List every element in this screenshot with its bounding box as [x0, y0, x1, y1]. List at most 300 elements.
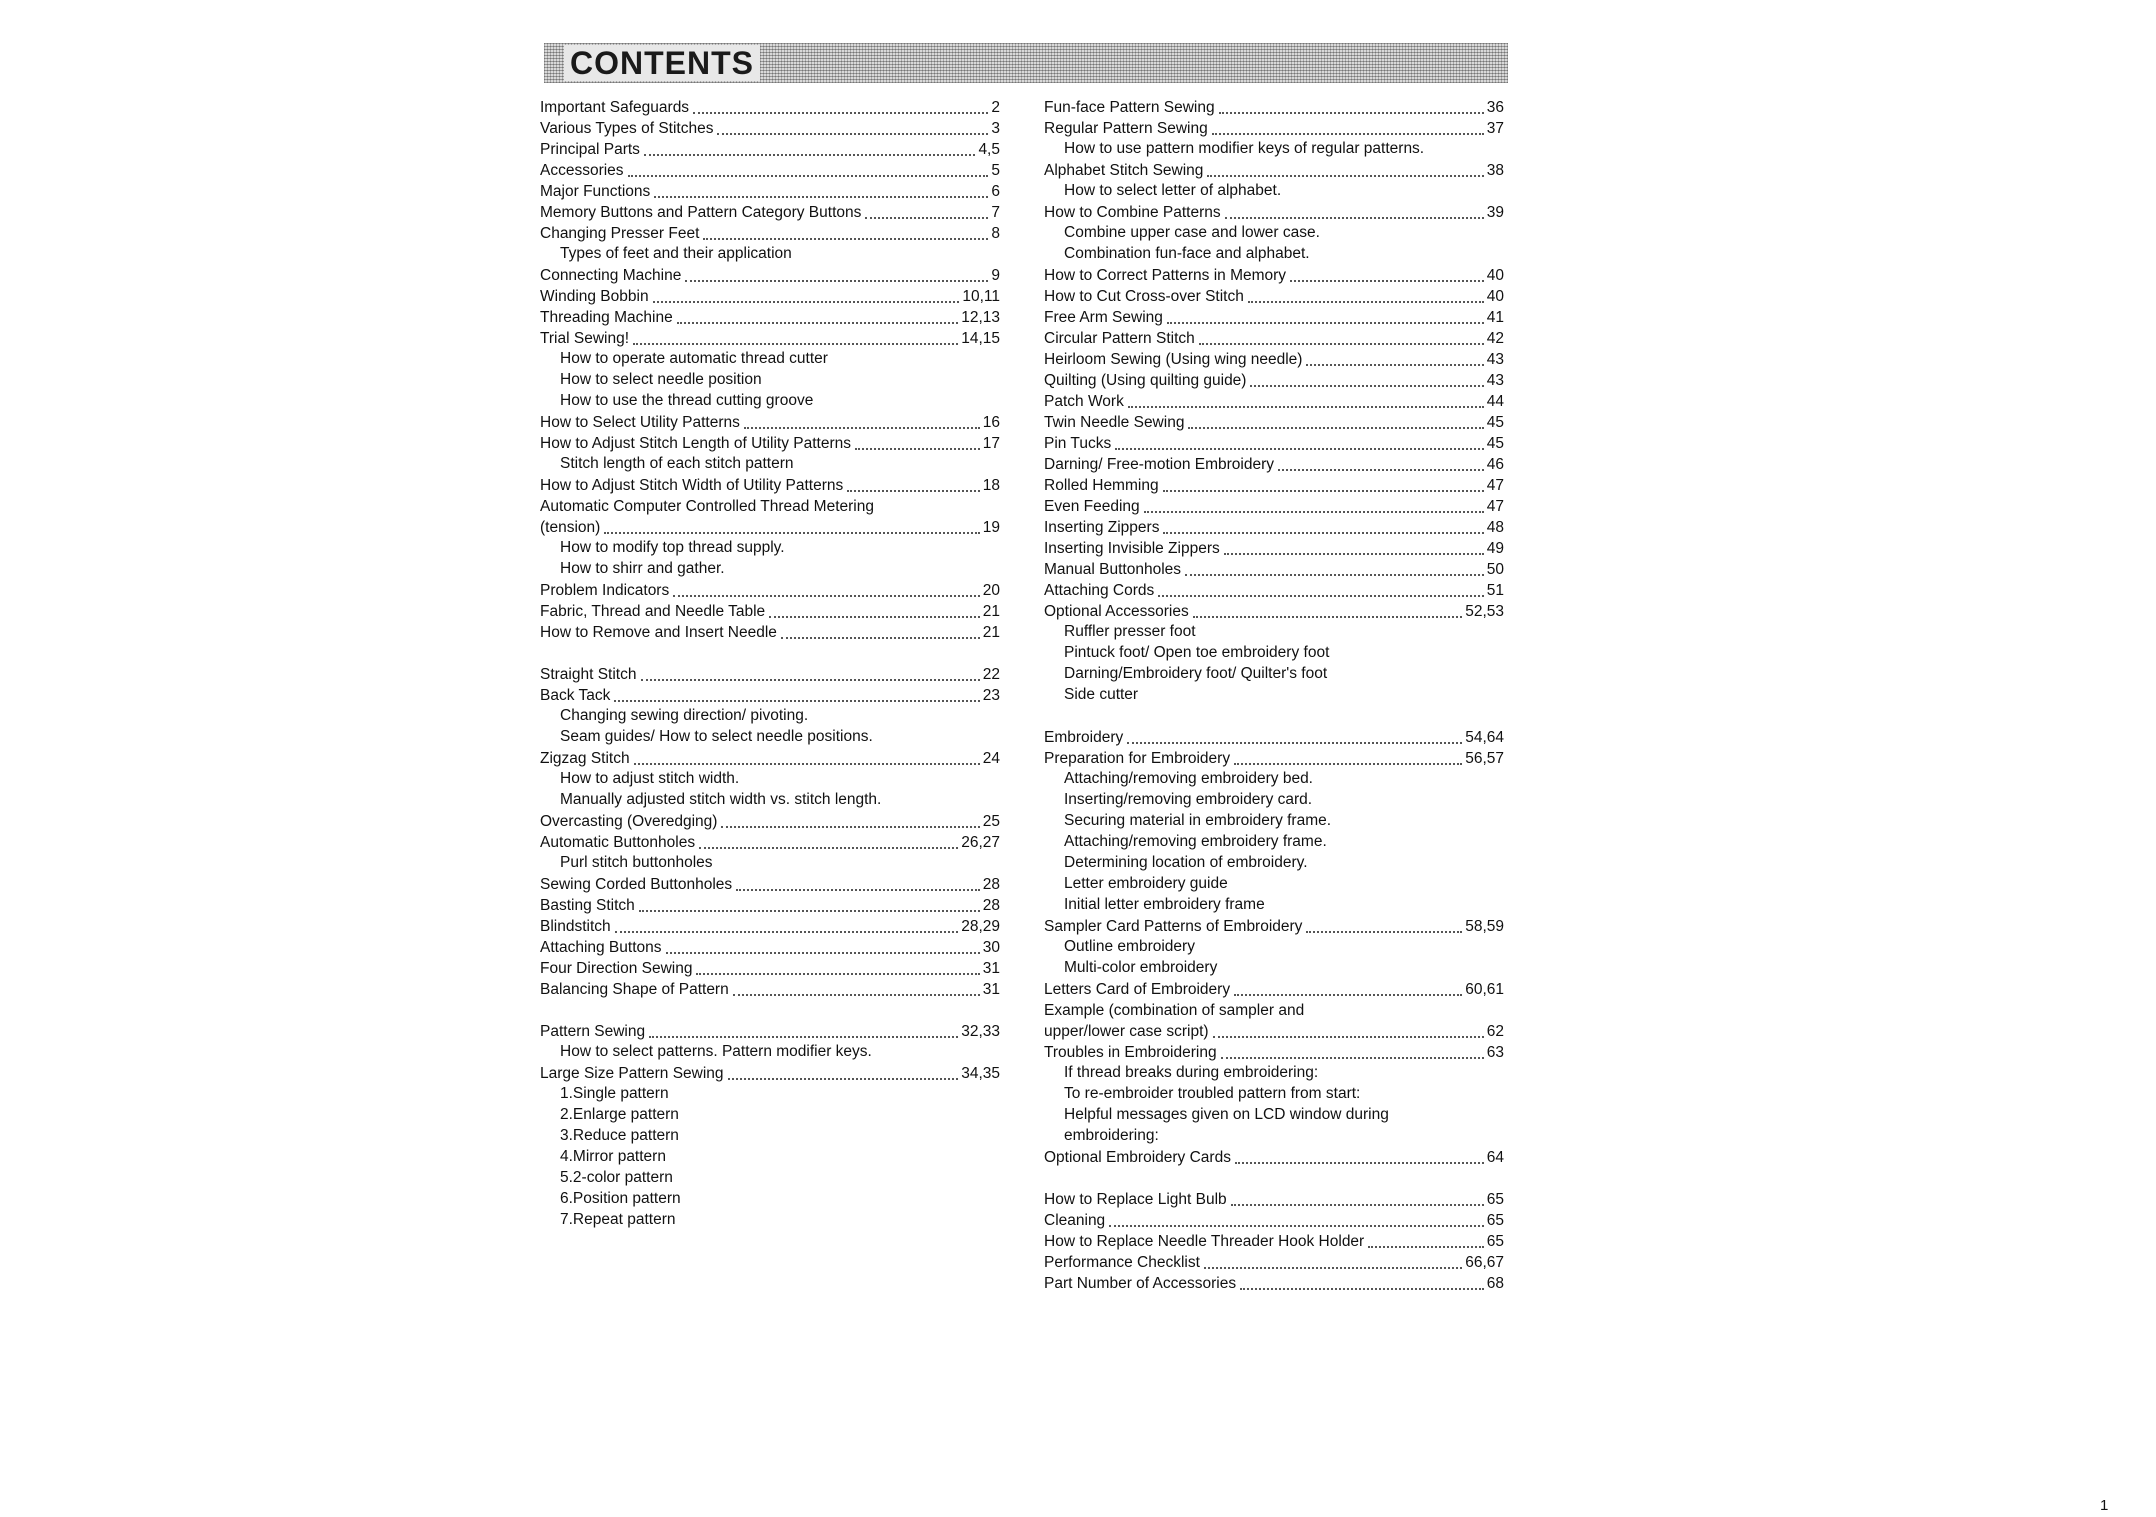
toc-entry-page: 47: [1486, 498, 1504, 515]
toc-entry[interactable]: [1044, 915, 1504, 936]
toc-subentry: [540, 705, 1000, 726]
toc-entry-page: 26,27: [961, 834, 1000, 851]
toc-subentry: [540, 768, 1000, 789]
toc-subentry: [540, 369, 1000, 390]
toc-subentry: [540, 453, 1000, 474]
dot-leader: [1207, 175, 1483, 177]
toc-subentry: [1044, 852, 1504, 873]
dot-leader: [1158, 595, 1483, 597]
toc-subentry: [540, 1104, 1000, 1125]
toc-entry-page: 12,13: [961, 309, 1000, 326]
toc-subentry-text: To re-embroider troubled pattern from start:: [1064, 1085, 1361, 1102]
toc-entry[interactable]: [1044, 348, 1504, 369]
toc-entry[interactable]: [1044, 264, 1504, 285]
toc-entry-label: Connecting Machine: [540, 267, 682, 284]
toc-subentry-text: Inserting/removing embroidery card.: [1064, 791, 1313, 808]
toc-entry-label: Attaching Cords: [1044, 582, 1155, 599]
toc-subentry: [1044, 1083, 1504, 1104]
toc-entry-page: 31: [982, 960, 1000, 977]
toc-subentry-text: Attaching/removing embroidery frame.: [1064, 833, 1327, 850]
toc-entry-page: 10,11: [962, 288, 1000, 305]
dot-leader: [1127, 742, 1462, 744]
dot-leader: [654, 196, 988, 198]
toc-subentry: [540, 726, 1000, 747]
dot-leader: [1199, 343, 1484, 345]
toc-entry-page: 3: [991, 120, 1000, 137]
toc-subentry-text: Combine upper case and lower case.: [1064, 224, 1320, 241]
toc-entry-page: 25: [982, 813, 1000, 830]
toc-subentry-text: 5.2-color pattern: [560, 1169, 673, 1186]
dot-leader: [1290, 280, 1484, 282]
toc-entry-label: Manual Buttonholes: [1044, 561, 1182, 578]
toc-entry[interactable]: [1044, 432, 1504, 453]
toc-subentry-text: Securing material in embroidery frame.: [1064, 812, 1332, 829]
toc-subentry-text: embroidering:: [1064, 1127, 1159, 1144]
contents-header-band: [544, 43, 1508, 83]
toc-entry-page: 20: [982, 582, 1000, 599]
toc-entry-page: 17: [982, 435, 1000, 452]
toc-entry-label: Example (combination of sampler and: [1044, 1002, 1305, 1019]
toc-entry[interactable]: [1044, 411, 1504, 432]
dot-leader: [696, 973, 979, 975]
toc-entry-page: 22: [982, 666, 1000, 683]
toc-entry[interactable]: [540, 264, 1000, 285]
toc-entry-page: 34,35: [961, 1065, 1000, 1082]
toc-entry[interactable]: [1044, 369, 1504, 390]
toc-subentry-text: Pintuck foot/ Open toe embroidery foot: [1064, 644, 1330, 661]
toc-entry-label: Automatic Buttonholes: [540, 834, 696, 851]
toc-entry[interactable]: [540, 978, 1000, 999]
toc-subentry: [1044, 180, 1504, 201]
dot-leader: [1221, 1057, 1484, 1059]
toc-entry-page: 32,33: [961, 1023, 1000, 1040]
toc-entry-page: 4,5: [978, 141, 1000, 158]
toc-subentry: [540, 243, 1000, 264]
toc-entry-label: Sampler Card Patterns of Embroidery: [1044, 918, 1303, 935]
toc-subentry: [1044, 810, 1504, 831]
toc-entry-page: 51: [1486, 582, 1504, 599]
page-title: CONTENTS: [564, 45, 760, 81]
toc-subentry-text: How to shirr and gather.: [560, 560, 725, 577]
toc-subentry: [540, 1083, 1000, 1104]
toc-subentry-text: How to adjust stitch width.: [560, 770, 740, 787]
dot-leader: [728, 1078, 959, 1080]
toc-entry-continued: [1044, 999, 1504, 1020]
toc-subentry-text: 2.Enlarge pattern: [560, 1106, 679, 1123]
toc-entry[interactable]: [540, 117, 1000, 138]
dot-leader: [1250, 385, 1483, 387]
toc-entry-label: How to Combine Patterns: [1044, 204, 1221, 221]
toc-entry[interactable]: [1044, 201, 1504, 222]
dot-leader: [1240, 1288, 1484, 1290]
dot-leader: [855, 448, 980, 450]
toc-subentry: [540, 348, 1000, 369]
toc-entry-label: Letters Card of Embroidery: [1044, 981, 1231, 998]
toc-subentry-text: 3.Reduce pattern: [560, 1127, 679, 1144]
toc-entry-label: Part Number of Accessories: [1044, 1275, 1237, 1292]
toc-entry-page: 18: [982, 477, 1000, 494]
toc-subentry-text: Letter embroidery guide: [1064, 875, 1228, 892]
dot-leader: [634, 763, 980, 765]
dot-leader: [604, 532, 979, 534]
toc-entry-page: 36: [1486, 99, 1504, 116]
toc-subentry-text: Determining location of embroidery.: [1064, 854, 1308, 871]
toc-entry[interactable]: [540, 474, 1000, 495]
toc-entry-page: 31: [982, 981, 1000, 998]
toc-entry-label: Balancing Shape of Pattern: [540, 981, 729, 998]
toc-entry-page: 43: [1486, 351, 1504, 368]
toc-entry-page: 19: [982, 519, 1000, 536]
toc-entry-label: Inserting Zippers: [1044, 519, 1160, 536]
dot-leader: [865, 217, 988, 219]
dot-leader: [781, 637, 980, 639]
dot-leader: [1219, 112, 1484, 114]
dot-leader: [1109, 1225, 1484, 1227]
toc-entry-label: Winding Bobbin: [540, 288, 649, 305]
toc-entry[interactable]: [1044, 558, 1504, 579]
dot-leader: [1224, 553, 1484, 555]
toc-entry-page: 23: [982, 687, 1000, 704]
toc-entry-label: Fabric, Thread and Needle Table: [540, 603, 766, 620]
toc-entry-label: upper/lower case script): [1044, 1023, 1209, 1040]
toc-entry-label: How to Correct Patterns in Memory: [1044, 267, 1287, 284]
toc-subentry: [1044, 831, 1504, 852]
toc-entry-page: 45: [1486, 435, 1504, 452]
toc-entry[interactable]: [540, 684, 1000, 705]
toc-entry-page: 64: [1486, 1149, 1504, 1166]
toc-entry[interactable]: [1044, 1251, 1504, 1272]
toc-entry[interactable]: [1044, 1020, 1504, 1041]
toc-entry-label: Even Feeding: [1044, 498, 1140, 515]
toc-subentry: [1044, 138, 1504, 159]
toc-entry[interactable]: [540, 915, 1000, 936]
toc-entry[interactable]: [540, 96, 1000, 117]
dot-leader: [653, 301, 960, 303]
toc-entry-label: How to Replace Light Bulb: [1044, 1191, 1227, 1208]
toc-entry[interactable]: [1044, 1041, 1504, 1062]
toc-entry[interactable]: [1044, 1188, 1504, 1209]
toc-subentry-text: Stitch length of each stitch pattern: [560, 455, 794, 472]
dot-leader: [1306, 931, 1462, 933]
toc-subentry-text: Outline embroidery: [1064, 938, 1195, 955]
toc-subentry: [1044, 1104, 1504, 1125]
toc-entry-label: How to Select Utility Patterns: [540, 414, 740, 431]
toc-subentry-text: How to modify top thread supply.: [560, 539, 785, 556]
toc-entry[interactable]: [540, 579, 1000, 600]
toc-entry-page: 50: [1486, 561, 1504, 578]
toc-entry-label: Automatic Computer Controlled Thread Metering: [540, 498, 874, 515]
toc-entry-page: 6: [991, 183, 1000, 200]
toc-entry-label: Rolled Hemming: [1044, 477, 1159, 494]
dot-leader: [847, 490, 980, 492]
toc-subentry: [1044, 684, 1504, 705]
toc-entry-page: 54,64: [1465, 729, 1504, 746]
toc-left-column: [540, 96, 1000, 1230]
dot-leader: [717, 133, 988, 135]
toc-entry[interactable]: [1044, 726, 1504, 747]
toc-entry-page: 65: [1486, 1191, 1504, 1208]
toc-entry-page: 21: [982, 603, 1000, 620]
toc-subentry-text: Multi-color embroidery: [1064, 959, 1218, 976]
dot-leader: [673, 595, 980, 597]
toc-subentry-text: 6.Position pattern: [560, 1190, 681, 1207]
dot-leader: [628, 175, 989, 177]
toc-entry-label: Zigzag Stitch: [540, 750, 630, 767]
toc-subentry: [540, 558, 1000, 579]
dot-leader: [1163, 532, 1483, 534]
dot-leader: [1306, 364, 1483, 366]
toc-entry[interactable]: [1044, 600, 1504, 621]
toc-subentry: [1044, 894, 1504, 915]
toc-entry-label: Sewing Corded Buttonholes: [540, 876, 733, 893]
toc-entry[interactable]: [1044, 159, 1504, 180]
toc-entry-label: Free Arm Sewing: [1044, 309, 1163, 326]
dot-leader: [703, 238, 988, 240]
dot-leader: [1225, 217, 1484, 219]
toc-subentry: [540, 1125, 1000, 1146]
toc-subentry-text: How to select letter of alphabet.: [1064, 182, 1282, 199]
dot-leader: [1185, 574, 1484, 576]
toc-entry[interactable]: [1044, 579, 1504, 600]
toc-subentry: [1044, 789, 1504, 810]
dot-leader: [699, 847, 958, 849]
toc-entry-label: Large Size Pattern Sewing: [540, 1065, 724, 1082]
toc-entry-page: 45: [1486, 414, 1504, 431]
toc-entry-page: 48: [1486, 519, 1504, 536]
toc-subentry-text: How to use pattern modifier keys of regular patterns.: [1064, 140, 1425, 157]
toc-subentry-text: Changing sewing direction/ pivoting.: [560, 707, 809, 724]
toc-entry[interactable]: [540, 285, 1000, 306]
toc-subentry-text: Seam guides/ How to select needle positions.: [560, 728, 873, 745]
toc-entry[interactable]: [540, 873, 1000, 894]
toc-entry-page: 42: [1486, 330, 1504, 347]
dot-leader: [639, 910, 980, 912]
toc-entry-label: Fun-face Pattern Sewing: [1044, 99, 1215, 116]
toc-entry-label: (tension): [540, 519, 601, 536]
dot-leader: [641, 679, 980, 681]
toc-entry-page: 16: [982, 414, 1000, 431]
toc-entry-page: 9: [991, 267, 1000, 284]
dot-leader: [1248, 301, 1484, 303]
toc-entry-label: Patch Work: [1044, 393, 1124, 410]
toc-entry[interactable]: [540, 222, 1000, 243]
toc-entry[interactable]: [540, 663, 1000, 684]
toc-entry-page: 21: [982, 624, 1000, 641]
toc-entry[interactable]: [540, 747, 1000, 768]
toc-subentry: [1044, 1062, 1504, 1083]
toc-subentry-text: How to select patterns. Pattern modifier keys.: [560, 1043, 872, 1060]
toc-entry-label: Changing Presser Feet: [540, 225, 700, 242]
toc-entry-page: 7: [991, 204, 1000, 221]
dot-leader: [644, 154, 976, 156]
toc-entry[interactable]: [1044, 495, 1504, 516]
toc-subentry-text: Helpful messages given on LCD window during: [1064, 1106, 1389, 1123]
toc-entry[interactable]: [540, 306, 1000, 327]
toc-entry[interactable]: [540, 810, 1000, 831]
toc-entry-page: 40: [1486, 288, 1504, 305]
dot-leader: [1234, 763, 1462, 765]
toc-entry-label: Major Functions: [540, 183, 651, 200]
toc-entry-page: 65: [1486, 1212, 1504, 1229]
toc-entry[interactable]: [540, 180, 1000, 201]
toc-entry-label: Regular Pattern Sewing: [1044, 120, 1208, 137]
toc-entry-label: How to Adjust Stitch Length of Utility Patterns: [540, 435, 852, 452]
dot-leader: [1235, 1162, 1484, 1164]
toc-subentry-text: Types of feet and their application: [560, 245, 792, 262]
toc-entry[interactable]: [1044, 1272, 1504, 1293]
toc-entry-page: 28: [982, 876, 1000, 893]
toc-entry-label: Various Types of Stitches: [540, 120, 714, 137]
toc-entry-label: Twin Needle Sewing: [1044, 414, 1185, 431]
toc-entry[interactable]: [1044, 1209, 1504, 1230]
toc-entry-label: Principal Parts: [540, 141, 640, 158]
toc-subentry: [1044, 222, 1504, 243]
toc-entry[interactable]: [1044, 747, 1504, 768]
toc-entry[interactable]: [540, 936, 1000, 957]
toc-entry-page: 38: [1486, 162, 1504, 179]
toc-subentry-text: Side cutter: [1064, 686, 1139, 703]
toc-subentry: [540, 1167, 1000, 1188]
dot-leader: [1188, 427, 1483, 429]
toc-entry[interactable]: [1044, 306, 1504, 327]
toc-entry-label: How to Adjust Stitch Width of Utility Patterns: [540, 477, 844, 494]
toc-subentry-text: Attaching/removing embroidery bed.: [1064, 770, 1313, 787]
toc-entry[interactable]: [1044, 285, 1504, 306]
toc-entry-page: 56,57: [1465, 750, 1504, 767]
toc-entry[interactable]: [540, 1020, 1000, 1041]
toc-entry[interactable]: [540, 432, 1000, 453]
toc-subentry: [1044, 243, 1504, 264]
toc-subentry-text: Manually adjusted stitch width vs. stitch length.: [560, 791, 882, 808]
section-gap: [1044, 1167, 1504, 1188]
toc-subentry: [1044, 1125, 1504, 1146]
toc-entry-label: How to Remove and Insert Needle: [540, 624, 777, 641]
toc-subentry-text: Darning/Embroidery foot/ Quilter's foot: [1064, 665, 1328, 682]
toc-entry[interactable]: [1044, 117, 1504, 138]
toc-entry-page: 62: [1486, 1023, 1504, 1040]
toc-entry[interactable]: [1044, 474, 1504, 495]
toc-entry-page: 2: [991, 99, 1000, 116]
dot-leader: [1128, 406, 1484, 408]
dot-leader: [615, 931, 959, 933]
toc-entry-label: Pattern Sewing: [540, 1023, 646, 1040]
toc-subentry: [540, 789, 1000, 810]
dot-leader: [1278, 469, 1484, 471]
toc-entry-label: Optional Embroidery Cards: [1044, 1149, 1231, 1166]
toc-entry[interactable]: [540, 138, 1000, 159]
dot-leader: [769, 616, 980, 618]
toc-entry[interactable]: [1044, 1146, 1504, 1167]
toc-subentry: [1044, 957, 1504, 978]
section-gap: [1044, 705, 1504, 726]
toc-entry-label: Pin Tucks: [1044, 435, 1112, 452]
toc-entry-label: How to Cut Cross-over Stitch: [1044, 288, 1244, 305]
toc-entry-label: Quilting (Using quilting guide): [1044, 372, 1247, 389]
toc-subentry: [540, 390, 1000, 411]
toc-entry-page: 52,53: [1465, 603, 1504, 620]
toc-entry[interactable]: [1044, 327, 1504, 348]
section-gap: [540, 999, 1000, 1020]
toc-entry-continued: [540, 495, 1000, 516]
toc-entry[interactable]: [540, 957, 1000, 978]
dot-leader: [1212, 133, 1484, 135]
dot-leader: [721, 826, 979, 828]
toc-entry[interactable]: [540, 621, 1000, 642]
toc-entry-page: 66,67: [1465, 1254, 1504, 1271]
toc-subentry-text: Purl stitch buttonholes: [560, 854, 713, 871]
dot-leader: [733, 994, 980, 996]
dot-leader: [1163, 490, 1484, 492]
toc-subentry-text: Initial letter embroidery frame: [1064, 896, 1265, 913]
toc-entry-page: 46: [1486, 456, 1504, 473]
toc-entry[interactable]: [1044, 390, 1504, 411]
toc-entry-page: 28: [982, 897, 1000, 914]
toc-subentry: [1044, 768, 1504, 789]
dot-leader: [1115, 448, 1484, 450]
toc-subentry: [540, 537, 1000, 558]
toc-entry-page: 14,15: [961, 330, 1000, 347]
toc-entry-page: 40: [1486, 267, 1504, 284]
toc-entry[interactable]: [540, 894, 1000, 915]
toc-entry-label: Overcasting (Overedging): [540, 813, 718, 830]
toc-right-column: [1044, 96, 1504, 1293]
toc-entry-page: 68: [1486, 1275, 1504, 1292]
dot-leader: [1204, 1267, 1462, 1269]
toc-entry-page: 63: [1486, 1044, 1504, 1061]
toc-entry[interactable]: [540, 411, 1000, 432]
dot-leader: [1167, 322, 1484, 324]
toc-subentry: [540, 1146, 1000, 1167]
toc-entry[interactable]: [1044, 1230, 1504, 1251]
toc-entry-label: Trial Sewing!: [540, 330, 630, 347]
toc-entry-page: 41: [1486, 309, 1504, 326]
toc-entry[interactable]: [540, 201, 1000, 222]
toc-entry-label: How to Replace Needle Threader Hook Holder: [1044, 1233, 1365, 1250]
toc-entry[interactable]: [540, 600, 1000, 621]
toc-entry-label: Attaching Buttons: [540, 939, 662, 956]
dot-leader: [1144, 511, 1484, 513]
toc-entry[interactable]: [1044, 516, 1504, 537]
toc-subentry: [1044, 642, 1504, 663]
toc-entry-label: Memory Buttons and Pattern Category Buttons: [540, 204, 862, 221]
toc-entry-page: 49: [1486, 540, 1504, 557]
toc-entry[interactable]: [540, 327, 1000, 348]
toc-entry-label: Straight Stitch: [540, 666, 637, 683]
toc-entry[interactable]: [540, 159, 1000, 180]
toc-entry-page: 37: [1486, 120, 1504, 137]
dot-leader: [693, 112, 988, 114]
toc-entry[interactable]: [1044, 96, 1504, 117]
toc-entry[interactable]: [540, 1062, 1000, 1083]
toc-subentry-text: 4.Mirror pattern: [560, 1148, 666, 1165]
dot-leader: [1368, 1246, 1484, 1248]
dot-leader: [677, 322, 959, 324]
toc-subentry-text: Combination fun-face and alphabet.: [1064, 245, 1310, 262]
toc-entry[interactable]: [1044, 537, 1504, 558]
toc-entry[interactable]: [1044, 453, 1504, 474]
toc-entry[interactable]: [540, 831, 1000, 852]
toc-entry[interactable]: [540, 516, 1000, 537]
toc-entry-label: Circular Pattern Stitch: [1044, 330, 1195, 347]
dot-leader: [736, 889, 980, 891]
dot-leader: [649, 1036, 958, 1038]
dot-leader: [1231, 1204, 1484, 1206]
toc-entry-page: 47: [1486, 477, 1504, 494]
section-gap: [540, 642, 1000, 663]
toc-entry[interactable]: [1044, 978, 1504, 999]
toc-subentry-text: 7.Repeat pattern: [560, 1211, 676, 1228]
dot-leader: [1193, 616, 1462, 618]
